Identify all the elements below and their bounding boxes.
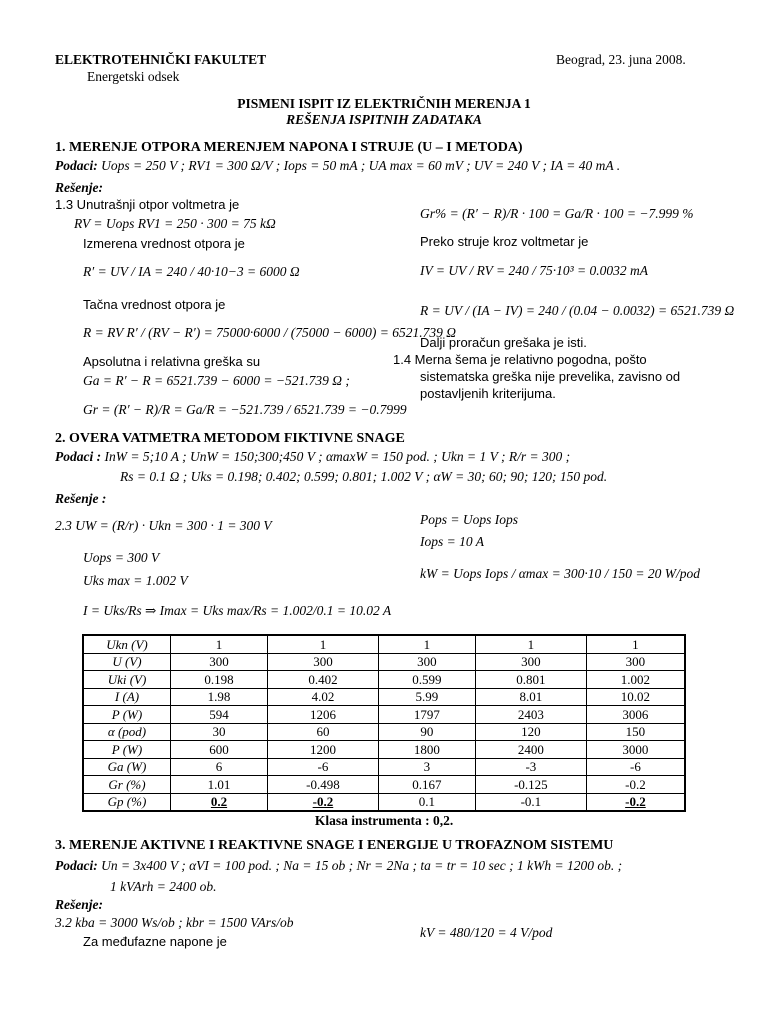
data-text: Un = 3x400 V ; αVI = 100 pod. ; Na = 15 ob ; Nr = 2Na ; ta = tr = 10 sec ; 1 kWh = 1200 ob. ; [101, 858, 623, 873]
table-cell: 594 [171, 706, 268, 724]
row-header: I (A) [83, 688, 171, 706]
table-cell: 3 [378, 758, 475, 776]
table-cell: -6 [586, 758, 685, 776]
text-true-resistance: Tačna vrednost otpora je [83, 297, 226, 312]
table-cell: 60 [268, 723, 379, 741]
table-cell: 2403 [475, 706, 586, 724]
table-cell: 1 [378, 635, 475, 653]
table-cell: 1797 [378, 706, 475, 724]
table-cell: 1200 [268, 741, 379, 759]
section-1-solution-label: Rešenje: [55, 180, 103, 195]
formula-ga: Ga = R′ − R = 6521.739 − 6000 = −521.739 Ω ; [83, 373, 350, 388]
table-cell: 300 [586, 653, 685, 671]
text-line-voltages: Za međufazne napone je [83, 934, 227, 949]
formula-iv: IV = UV / RV = 240 / 75·10³ = 0.0032 mA [420, 263, 649, 278]
table-cell: 0.2 [171, 793, 268, 811]
table-cell: -0.2 [586, 793, 685, 811]
table-cell: 8.01 [475, 688, 586, 706]
table-cell: 6 [171, 758, 268, 776]
table-cell: -0.1 [475, 793, 586, 811]
text-voltmeter-resistance: 1.3 Unutrašnji otpor voltmetra je [55, 197, 240, 212]
row-header: Gr (%) [83, 776, 171, 794]
text-errors: Apsolutna i relativna greška su [83, 354, 261, 369]
table-cell: 300 [475, 653, 586, 671]
table-row [83, 706, 685, 724]
section-2-heading: 2. OVERA VATMETRA METODOM FIKTIVNE SNAGE [55, 431, 405, 446]
text-voltmeter-current: Preko struje kroz voltmetar je [420, 234, 589, 249]
results-table [82, 634, 686, 812]
row-header: α (pod) [83, 723, 171, 741]
formula-r-via-current: R = UV / (IA − IV) = 240 / (0.04 − 0.0032) = 6521.739 Ω [420, 303, 735, 318]
table-cell: 30 [171, 723, 268, 741]
data-text: Uops = 250 V ; RV1 = 300 Ω/V ; Iops = 50 mA ; UA max = 60 mV ; UV = 240 V ; IA = 40 mA . [101, 158, 621, 173]
formula-pops: Pops = Uops Iops [420, 512, 518, 527]
table-cell: 0.402 [268, 671, 379, 689]
row-header: Ukn (V) [83, 635, 171, 653]
formula-kv: kV = 480/120 = 4 V/pod [420, 925, 553, 940]
table-cell: 0.198 [171, 671, 268, 689]
table-row [83, 653, 685, 671]
table-row [83, 723, 685, 741]
section-1-data [55, 158, 620, 174]
exam-subtitle: REŠENJA ISPITNIH ZADATAKA [286, 112, 482, 127]
table-cell: 0.599 [378, 671, 475, 689]
section-1-heading: 1. MERENJE OTPORA MERENJEM NAPONA I STRUJE (U – I METODA) [55, 140, 523, 155]
section-3-heading: 3. MERENJE AKTIVNE I REAKTIVNE SNAGE I ENERGIJE U TROFAZNOM SISTEMU [55, 838, 614, 853]
table-row [83, 741, 685, 759]
section-3-solution-label: Rešenje: [55, 897, 103, 912]
table-cell: 4.02 [268, 688, 379, 706]
formula-r-prime: R′ = UV / IA = 240 / 40·10−3 = 6000 Ω [83, 264, 300, 279]
point-1-4-line2: sistematska greška nije prevelika, zavisno od [420, 369, 681, 384]
table-cell: 1.002 [586, 671, 685, 689]
table-cell: 0.167 [378, 776, 475, 794]
point-1-4-line1: 1.4 Merna šema je relativno pogodna, pošto [393, 352, 647, 367]
text-same-calc: Dalji proračun grešaka je isti. [420, 335, 587, 350]
table-cell: 0.1 [378, 793, 475, 811]
table-cell: 3000 [586, 741, 685, 759]
table-cell: 90 [378, 723, 475, 741]
row-header: P (W) [83, 706, 171, 724]
section-2-data-1 [55, 449, 570, 465]
section-2-solution-label: Rešenje : [55, 491, 107, 506]
table-cell: 300 [378, 653, 475, 671]
formula-r-true: R = RV R′ / (RV − R′) = 75000·6000 / (75000 − 6000) = 6521.739 Ω [83, 325, 456, 340]
table-cell: 150 [586, 723, 685, 741]
row-header: U (V) [83, 653, 171, 671]
formula-uks-max: Uks max = 1.002 V [83, 573, 188, 588]
table-cell: 1.01 [171, 776, 268, 794]
faculty-name: ELEKTROTEHNIČKI FAKULTET [55, 52, 267, 67]
exam-title: PISMENI ISPIT IZ ELEKTRIČNIH MERENJA 1 [237, 96, 531, 111]
point-1-4-line3: postavljenih kriterijuma. [420, 386, 556, 401]
table-row [83, 671, 685, 689]
table-cell: 1 [475, 635, 586, 653]
table-row [83, 776, 685, 794]
table-cell: -0.2 [268, 793, 379, 811]
data-label: Podaci : [55, 449, 102, 464]
instrument-class: Klasa instrumenta : 0,2. [314, 813, 454, 828]
table-cell: 1 [268, 635, 379, 653]
table-row [83, 635, 685, 653]
table-row [83, 793, 685, 811]
table-cell: 3006 [586, 706, 685, 724]
formula-kw: kW = Uops Iops / αmax = 300·10 / 150 = 20 W/pod [420, 566, 701, 581]
row-header: Uki (V) [83, 671, 171, 689]
formula-rv: RV = Uops RV1 = 250 · 300 = 75 kΩ [74, 216, 276, 231]
formula-uops: Uops = 300 V [83, 550, 160, 565]
data-text: InW = 5;10 A ; UnW = 150;300;450 V ; αmaxW = 150 pod. ; Ukn = 1 V ; R/r = 300 ; [104, 449, 571, 464]
table-cell: -3 [475, 758, 586, 776]
table-cell: -0.125 [475, 776, 586, 794]
table-row [83, 688, 685, 706]
table-cell: 0.801 [475, 671, 586, 689]
table-cell: -0.498 [268, 776, 379, 794]
table-cell: 1800 [378, 741, 475, 759]
table-cell: 1.98 [171, 688, 268, 706]
table-cell: 120 [475, 723, 586, 741]
table-cell: 300 [171, 653, 268, 671]
formula-iops: Iops = 10 A [420, 534, 484, 549]
section-3-data-1 [55, 858, 622, 874]
formula-gr-percent: Gr% = (R′ − R)/R · 100 = Ga/R · 100 = −7.999 % [420, 206, 694, 221]
table-cell: -6 [268, 758, 379, 776]
table-cell: 600 [171, 741, 268, 759]
row-header: P (W) [83, 741, 171, 759]
row-header: Gp (%) [83, 793, 171, 811]
table-cell: 1 [171, 635, 268, 653]
table-cell: 1 [586, 635, 685, 653]
department-name: Energetski odsek [87, 69, 180, 84]
table-cell: -0.2 [586, 776, 685, 794]
table-row [83, 758, 685, 776]
text-measured-resistance: Izmerena vrednost otpora je [83, 236, 245, 251]
table-cell: 5.99 [378, 688, 475, 706]
place-date: Beograd, 23. juna 2008. [556, 52, 686, 67]
data-label: Podaci: [55, 158, 98, 173]
formula-gr: Gr = (R′ − R)/R = Ga/R = −521.739 / 6521.739 = −0.7999 [83, 402, 407, 417]
formula-i-max: I = Uks/Rs ⇒ Imax = Uks max/Rs = 1.002/0.1 = 10.02 A [83, 603, 392, 618]
table-cell: 300 [268, 653, 379, 671]
row-header: Ga (W) [83, 758, 171, 776]
section-3-data-2: 1 kVArh = 2400 ob. [110, 879, 217, 894]
table-cell: 1206 [268, 706, 379, 724]
formula-kb: 3.2 kba = 3000 Ws/ob ; kbr = 1500 VArs/ob [55, 915, 294, 930]
formula-uw: 2.3 UW = (R/r) · Ukn = 300 · 1 = 300 V [55, 518, 272, 533]
table-cell: 2400 [475, 741, 586, 759]
table-cell: 10.02 [586, 688, 685, 706]
data-label: Podaci: [55, 858, 98, 873]
section-2-data-2: Rs = 0.1 Ω ; Uks = 0.198; 0.402; 0.599; 0.801; 1.002 V ; αW = 30; 60; 90; 120; 150 pod. [120, 469, 608, 484]
